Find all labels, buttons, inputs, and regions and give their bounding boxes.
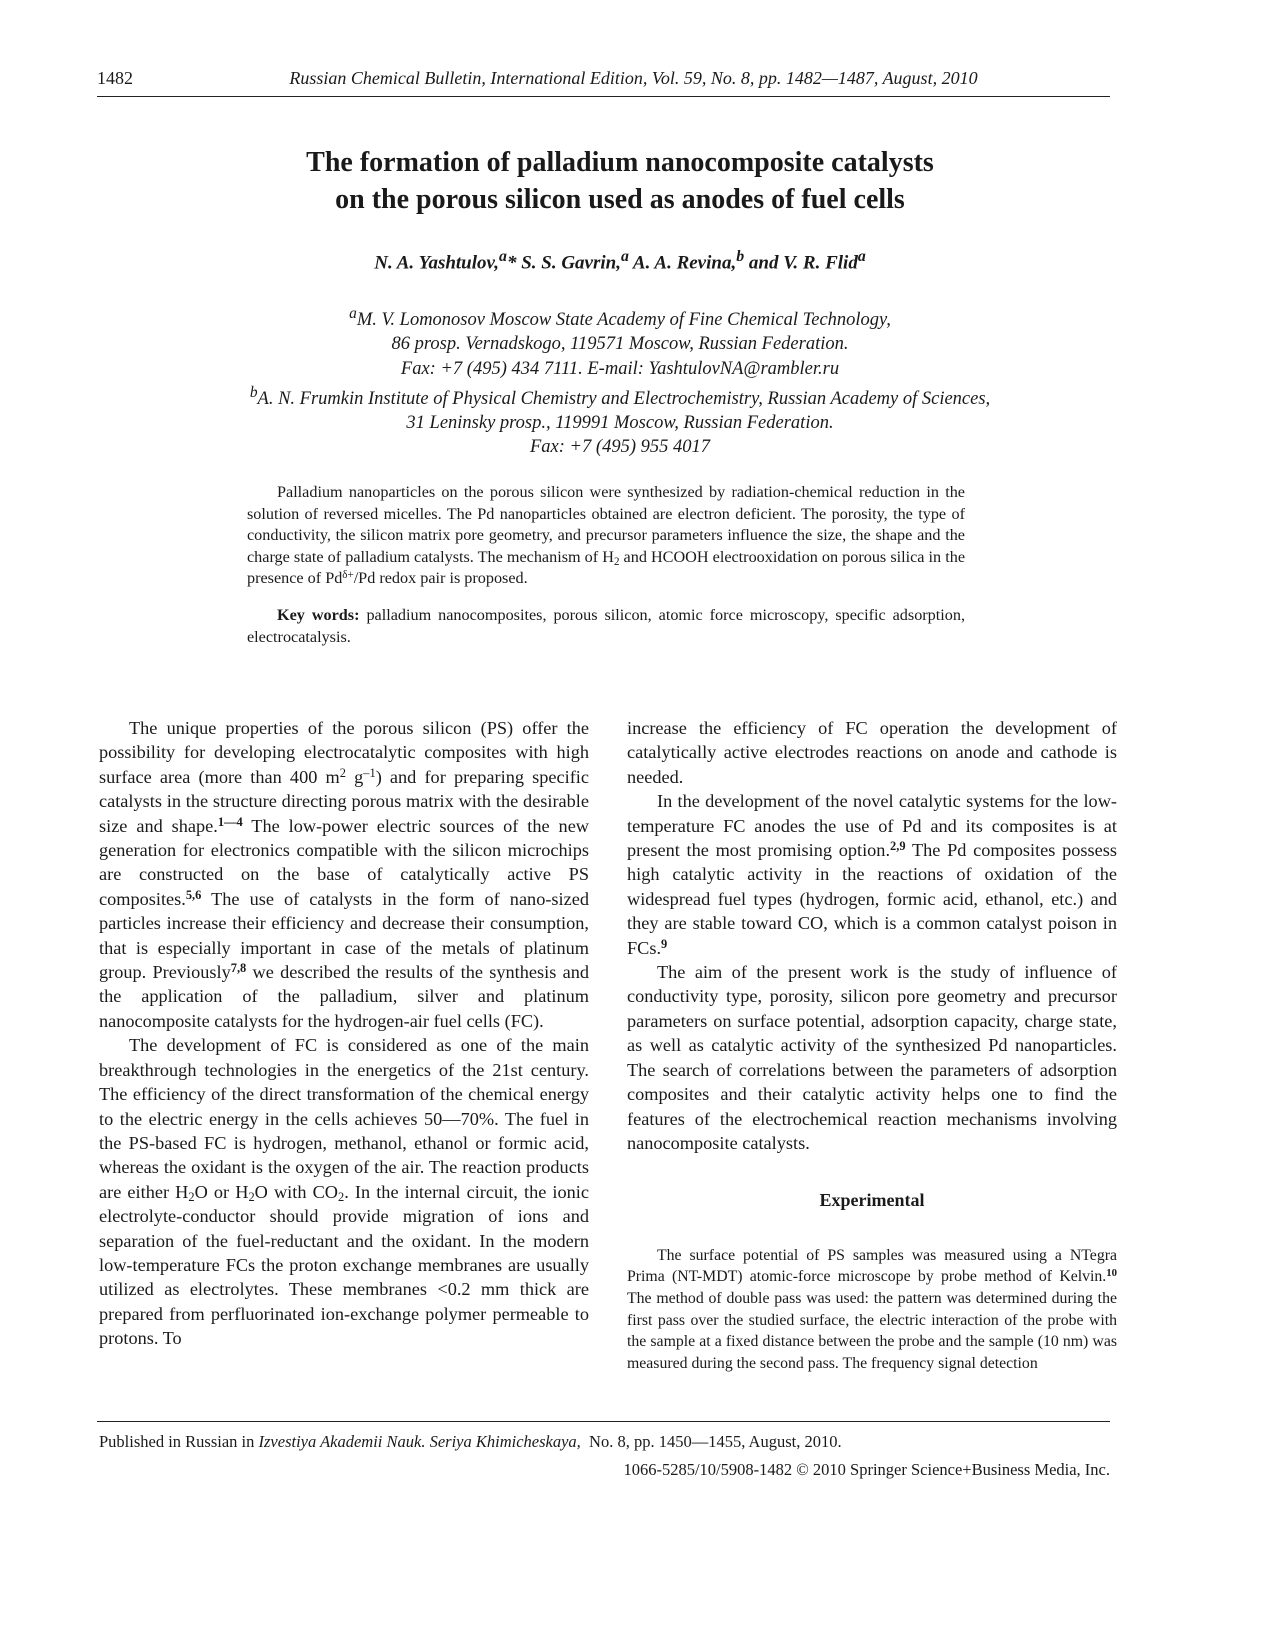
body-paragraph: In the development of the novel catalytic systems for the low-temperature FC anodes the use of Pd and its composites is at present the most promising option.$^{2,9}$ The Pd composites possess high catalytic activity in the reactions of oxidation of the widespread fuel types (hydrogen, formic acid, ethanol, etc.) and they are stable toward CO, which is a common catalyst poison in FCs.$^9$ (627, 791, 1117, 958)
publication-note: Published in Russian in Izvestiya Akademii Nauk. Seriya Khimicheskaya, No. 8, pp. 1450—1455, August, 2010. (99, 1432, 842, 1451)
body-paragraph: The development of FC is considered as one of the main breakthrough technologies in the energetics of the 21st century. The efficiency of the direct transformation of the chemical energy to the electric energy in the cells achieves 50—70%. The fuel in the PS-based FC is hydrogen, methanol, ethanol or formic acid, whereas the oxidant is the oxygen of the air. The reaction products are either $H_2O$ or $H_2O$ with $CO_2$. In the internal circuit, the ionic electrolyte-conductor should provide migration of ions and separation of the fuel-reductant and the oxidant. In the modern low-temperature FCs the proton exchange membranes are usually utilized as electrolytes. These membranes <0.2 mm thick are prepared from perfluorinated ion-exchange polymer permeable to protons. To (99, 1035, 589, 1349)
body-paragraph: The unique properties of the porous silicon (PS) offer the possibility for developing electrocatalytic composites with high surface area (more than 400 $m^2$ $g^{-1}$) and for preparing specific catalysts in the structure directing porous matrix with the desirable size and shape.$^{1—4}$ The low-power electric sources of the new generation for electronics compatible with the silicon microchips are constructed on the base of catalytically active PS composites.$^{5,6}$ The use of catalysts in the form of nano-sized particles increase their efficiency and decrease their consumption, that is especially important in case of the metals of platinum group. Previously$^{7,8}$ we described the results of the synthesis and the application of the palladium, silver and platinum nanocomposite catalysts for the hydrogen-air fuel cells (FC). (99, 718, 590, 1031)
affiliation-line: $^a$M. V. Lomonosov Moscow State Academy of Fine Chemical Technology, (349, 305, 891, 331)
copyright-line: 1066-5285/10/5908-1482 © 2010 Springer Science+Business Media, Inc. (623, 1460, 1110, 1479)
body-paragraph: The aim of the present work is the study of influence of conductivity type, porosity, silicon pore geometry and precursor parameters on surface potential, adsorption capacity, charge state, as well as catalytic activity of the synthesized Pd nanoparticles. The search of correlations between the parameters of adsorption composites and their catalytic activity helps one to find the features of the electrochemical reaction mechanisms involving nanocomposite catalysts. (627, 962, 1117, 1153)
abstract-text: Palladium nanoparticles on the porous silicon were synthesized by radiation-chemical reduction in the solution of reversed micelles. The Pd nanoparticles obtained are electron deficient. The porosity, the type of conductivity, the silicon matrix pore geometry, and precursor parameters influence the size, the shape and the charge state of palladium catalysts. The mechanism of $H_2$ and HCOOH electrooxidation on porous silica in the presence of $Pd^{\delta+}/Pd$ redox pair is proposed. (247, 483, 966, 588)
right-column (627, 716, 1117, 1374)
abstract (247, 482, 965, 648)
keywords-label: Key words: (277, 605, 360, 624)
journal-citation: Russian Chemical Bulletin, International Edition, Vol. 59, No. 8, pp. 1482—1487, August, 2010 (289, 68, 978, 88)
footer-divider (97, 1421, 1110, 1422)
experimental-paragraph: The surface potential of PS samples was measured using a NTegra Prima (NT-MDT) atomic-force microscope by probe method of Kelvin.$^{10}$ The method of double pass was used: the pattern was determined during the first pass over the studied surface, the electric interaction of the probe with the sample at a fixed distance between the probe and the sample (10 nm) was measured during the second pass. The frequency signal detection (627, 1246, 1117, 1372)
body-paragraph: increase the efficiency of FC operation the development of catalytically active electrodes reactions on anode and cathode is needed. (627, 718, 1117, 787)
page-number: 1482 (97, 68, 133, 88)
paper-title (120, 144, 1120, 218)
section-heading: Experimental (819, 1190, 925, 1211)
title-line: The formation of palladium nanocomposite catalysts (306, 147, 934, 178)
author-list: N. A. Yashtulov,$^a$* S. S. Gavrin,$^a$ A. A. Revina,$^b$ and V. R. Flid$^a$ (374, 248, 866, 274)
keywords (247, 605, 965, 648)
left-column (99, 716, 589, 1351)
affiliations (120, 302, 1120, 460)
affiliation-line: Fax: +7 (495) 955 4017 (530, 437, 710, 458)
affiliation-line: 31 Leninsky prosp., 119991 Moscow, Russian Federation. (406, 413, 834, 434)
running-head (97, 66, 1110, 97)
title-line: on the porous silicon used as anodes of fuel cells (335, 184, 905, 215)
keywords-text: palladium nanocomposites, porous silicon, atomic force microscopy, specific adsorption, electrocatalysis. (247, 605, 966, 646)
affiliation-line: 86 prosp. Vernadskogo, 119571 Moscow, Russian Federation. (391, 334, 849, 355)
affiliation-line: Fax: +7 (495) 434 7111. E-mail: YashtulovNA@rambler.ru (400, 358, 840, 379)
affiliation-line: $^b$A. N. Frumkin Institute of Physical Chemistry and Electrochemistry, Russian Academy of Sciences, (249, 383, 991, 409)
